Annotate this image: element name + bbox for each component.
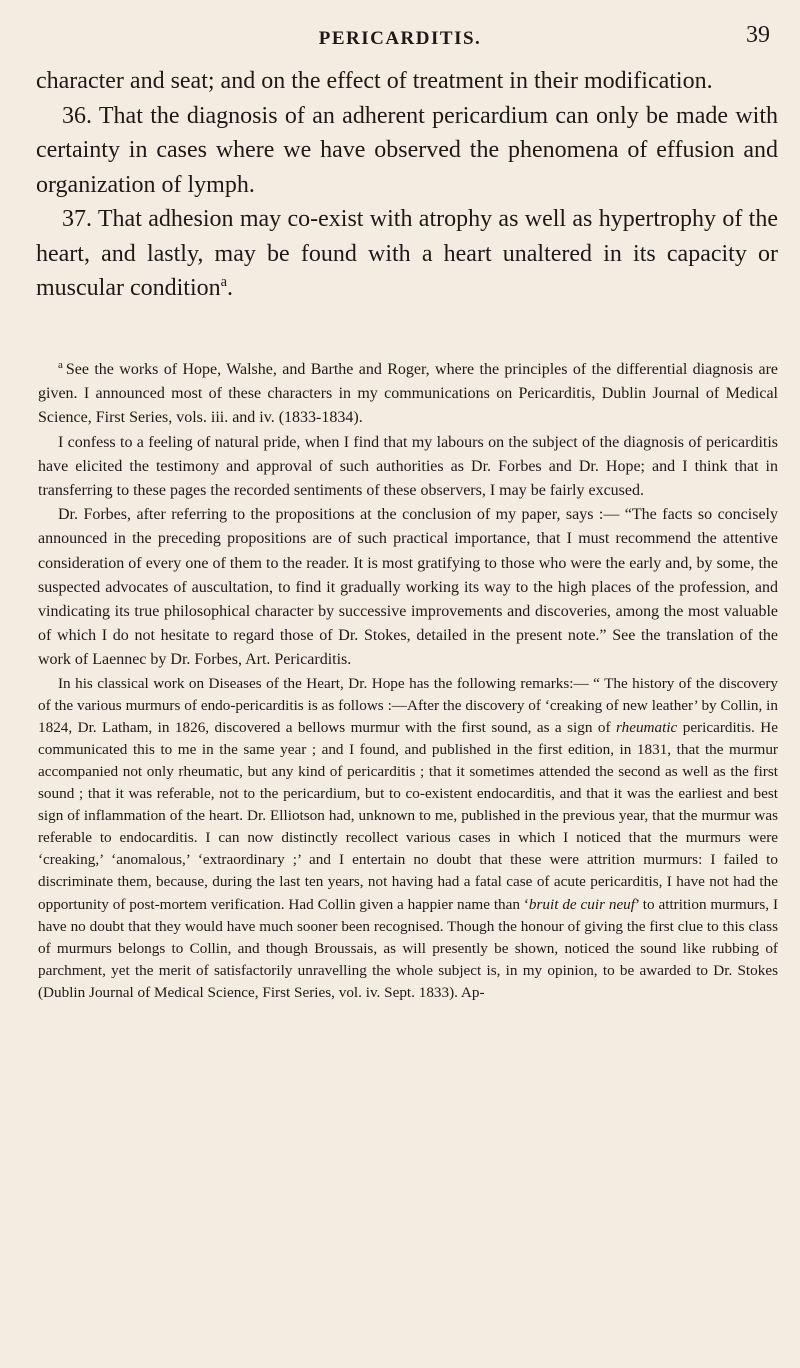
footnote-paragraph-1 — [38, 358, 778, 431]
opening-paragraph: character and seat; and on the effect of treatment in their modification. — [36, 68, 713, 94]
footnote-marker: a — [58, 358, 63, 371]
footnote-paragraph-2: I confess to a feeling of natural pride, when I find that my labours on the subject of the diagnosis of pericarditis have elicited the testimony and approval of such authorities as Dr. Forbes and Dr. Hope; and I think that in transferring to these pages the recorded sentiments of these observers, I may be fairly excused. — [38, 433, 778, 500]
proposition-37-text: 37. That adhesion may co-exist with atrophy as well as hypertrophy of the heart, and lastly, may be found with a heart unaltered in its capacity or muscular condition — [36, 206, 778, 301]
footnote-text-1: See the works of Hope, Walshe, and Barthe and Roger, where the principles of the differential diagnosis are given. I announced most of these characters in my communications on Pericarditis, Dublin Journal of Medical Science, First Series, vols. iii. and iv. (1833-1834). — [38, 361, 778, 427]
hope-quote-italic-2: bruit de cuir neuf — [528, 895, 635, 913]
proposition-37 — [36, 202, 778, 306]
hope-quote-part-3: ’ to attrition murmurs, I have no doubt that they would have much sooner been recognised. Though the honour of giving the first clue to this class of murmurs belongs to Collin, and though Broussais, as will presently be shown, noticed the sound like rubbing of parchment, yet the merit of satisfactorily unravelling the whole subject is, in my opinion, to be awarded to Dr. Stokes (Dublin Journal of Medical Science, First Series, vol. iv. Sept. 1833). Ap- — [38, 895, 778, 1001]
page-number: 39 — [746, 22, 770, 48]
running-head: PERICARDITIS. — [318, 28, 482, 49]
footnote-block — [38, 358, 778, 1004]
footnote-paragraph-4 — [38, 673, 778, 1004]
hope-quote-italic-1: rheumatic — [615, 718, 678, 736]
main-text — [36, 64, 778, 306]
hope-quote-part-1: In his classical work on Diseases of the Heart, Dr. Hope has the following remarks:— “ The history of the discovery of the various murmurs of endo-pericarditis is as follows :—After the discovery of ‘creaking of new leather’ by Collin, in 1824, Dr. Latham, in 1826, discovered a bellows murmur with the first sound, as a sign of — [38, 674, 778, 736]
hope-quote-part-2: pericarditis. He communicated this to me in the same year ; and I found, and published in the first edition, in 1831, that the murmur accompanied not only rheumatic, but any kind of pericarditis ; that it sometimes attended the second as well as the first sound ; that it was referable, not to the pericardium, but to co-existent endocarditis, and that it was the earliest and best sign of inflammation of the heart. Dr. Elliotson had, unknown to me, published in the previous year, that the murmur was referable to endocarditis. I can now distinctly recollect various cases in which I noticed that the murmurs were ‘creaking,’ ‘anomalous,’ ‘extraordinary ;’ and I entertain no doubt that these were attrition murmurs: I failed to discriminate them, because, during the last ten years, not having had a fatal case of acute pericarditis, I have not had the opportunity of post-mortem verification. Had Collin given a happier name than ‘ — [38, 718, 778, 913]
proposition-37-end: . — [227, 275, 234, 301]
proposition-36: 36. That the diagnosis of an adherent pericardium can only be made with certainty in cases where we have observed the phenomena of effusion and organization of lymph. — [36, 102, 778, 198]
footnote-paragraph-3: Dr. Forbes, after referring to the propositions at the conclusion of my paper, says :— “The facts so concisely announced in the preceding propositions are of such practical importance, that I must recommend the attentive consideration of every one of them to the reader. It is most gratifying to those who were the early and, by some, the suspected advocates of auscultation, to find it gradually working its way to the high places of the profession, and vindicating its true philosophical character by successive improvements and discoveries, among the most valuable of which I do not hesitate to regard those of Dr. Stokes, detailed in the present note.” See the translation of the work of Laennec by Dr. Forbes, Art. Pericarditis. — [38, 506, 778, 669]
page-header — [0, 22, 800, 54]
footnote-reference: a — [220, 274, 228, 290]
